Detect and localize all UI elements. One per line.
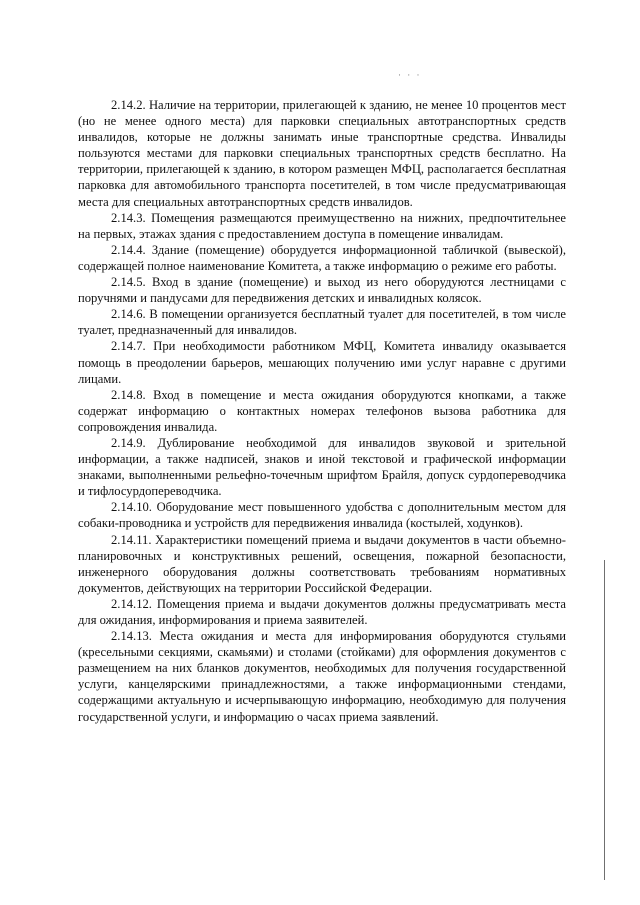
paragraph-2-14-9: 2.14.9. Дублирование необходимой для инвалидов звуковой и зрительной информации, а также надписей, знаков и иной текстовой и графической информации знаками, выполненными рельефно-точечным шрифтом Брайля, допуск сурдопереводчика и тифлосурдопереводчика. [78, 435, 566, 499]
paragraph-2-14-3: 2.14.3. Помещения размещаются преимущественно на нижних, предпочтительнее на первых, этажах здания с предоставлением доступа в помещение инвалидам. [78, 210, 566, 241]
document-body [78, 97, 566, 725]
paragraph-2-14-5: 2.14.5. Вход в здание (помещение) и выход из него оборудуются лестницами с поручнями и пандусами для передвижения детских и инвалидных колясок. [78, 275, 566, 306]
paragraph-2-14-10: 2.14.10. Оборудование мест повышенного удобства с дополнительным местом для собаки-проводника и устройств для передвижения инвалида (костылей, ходунков). [78, 500, 566, 531]
paragraph-2-14-6: 2.14.6. В помещении организуется бесплатный туалет для посетителей, в том числе туалет, предназначенный для инвалидов. [78, 307, 566, 338]
paragraph-2-14-12: 2.14.12. Помещения приема и выдачи документов должны предусматривать места для ожидания, информирования и приема заявителей. [78, 596, 566, 627]
scan-edge-line [604, 560, 605, 880]
paragraph-2-14-8: 2.14.8. Вход в помещение и места ожидания оборудуются кнопками, а также содержат информацию о контактных номерах телефонов вызова работника для сопровождения инвалида. [78, 387, 566, 434]
top-scan-mark: · · · [398, 70, 422, 80]
paragraph-2-14-11: 2.14.11. Характеристики помещений приема и выдачи документов в части объемно-планировочных и конструктивных решений, освещения, пожарной безопасности, инженерного оборудования должны соответствовать требованиям нормативных документов, действующих на территории Российской Федерации. [78, 532, 566, 595]
paragraph-2-14-7: 2.14.7. При необходимости работником МФЦ, Комитета инвалиду оказывается помощь в преодолении барьеров, мешающих получению ими услуг наравне с другими лицами. [78, 339, 566, 386]
paragraph-2-14-4: 2.14.4. Здание (помещение) оборудуется информационной табличкой (вывеской), содержащей полное наименование Комитета, а также информацию о режиме его работы. [78, 242, 566, 273]
paragraph-2-14-2: 2.14.2. Наличие на территории, прилегающей к зданию, не менее 10 процентов мест (но не менее одного места) для парковки специальных автотранспортных средств инвалидов, которые не должны занимать иные транспортные средства. Инвалиды пользуются местами для парковки специальных транспортных средств бесплатно. На территории, прилегающей к зданию, в котором размещен МФЦ, располагается бесплатная парковка для автомобильного транспорта посетителей, в том числе предусматривающая места для специальных автотранспортных средств инвалидов. [78, 98, 566, 209]
paragraph-2-14-13: 2.14.13. Места ожидания и места для информирования оборудуются стульями (кресельными секциями, скамьями) и столами (стойками) для оформления документов с размещением на них бланков документов, необходимых для получения государственной услуги, канцелярскими принадлежностями, а также информационными стендами, содержащими актуальную и исчерпывающую информацию, необходимую для получения государственной услуги, и информацию о часах приема заявлений. [78, 629, 566, 724]
